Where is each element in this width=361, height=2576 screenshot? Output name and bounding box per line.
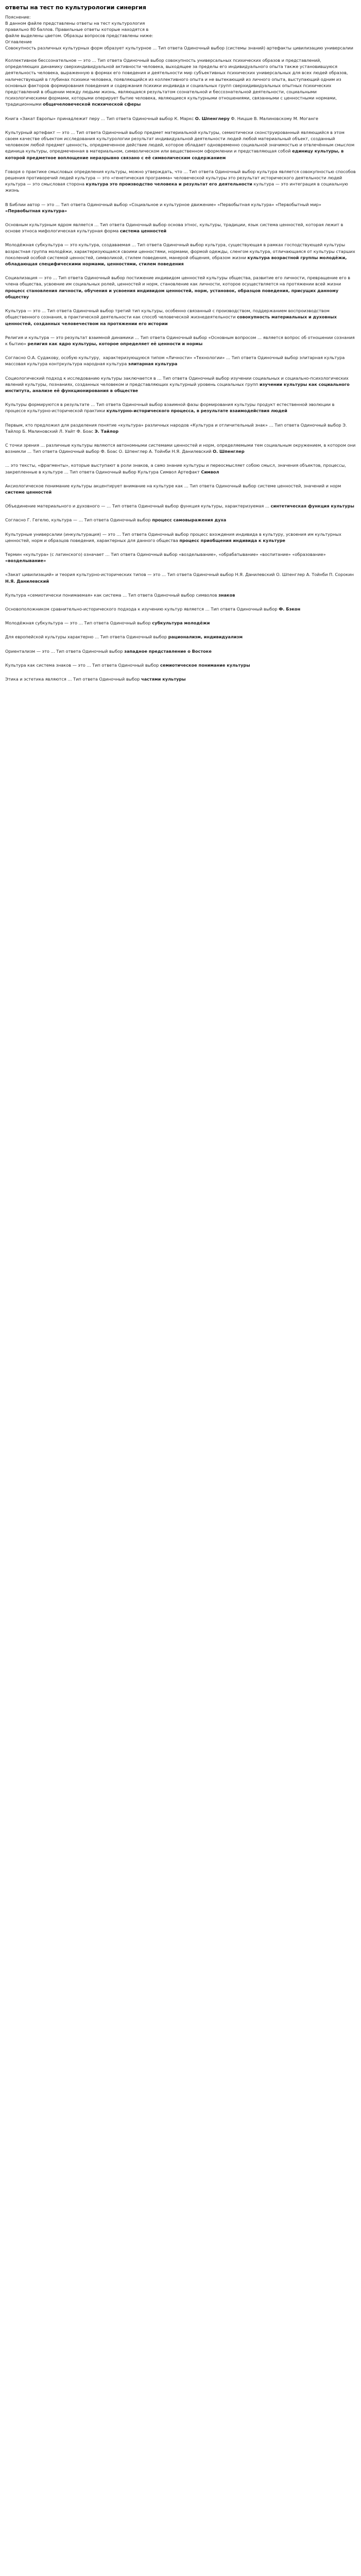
correct-answer: культура это производство человека и результат его деятельности: [85, 181, 252, 187]
qa-block: [5, 308, 356, 327]
correct-answer: западное представление о Востоке: [124, 648, 212, 654]
correct-answer: О. Шпенглеру: [195, 115, 230, 121]
question-text: Согласно Г. Гегелю, культура — … Тип ответа Одиночный выбор: [5, 517, 152, 523]
qa-block: [5, 503, 356, 509]
question-text: Социализация — это … Тип ответа Одиночный выбор постижение индивидом ценностей культуры общества, развитие его личности, превращение его в члена общества, усвоение им социальных ролей, ценностей и норм, становление как личности, которое осуществляется на протяжении всей жизни: [5, 275, 352, 287]
qa-block: [5, 442, 356, 454]
qa-block: [5, 57, 356, 108]
correct-answer: синтетическая функция культуры: [270, 503, 354, 509]
correct-answer: процесс становления личности, обучения и усвоения индивидом ценностей, норм, установок, образцов поведения, присущих данному обществу: [5, 287, 340, 299]
qa-block: [5, 354, 356, 367]
correct-answer: Н.Я. Данилевский: [5, 578, 49, 584]
correct-answer: рационализм, индивидуализм: [168, 634, 243, 640]
correct-answer: «Первобытная культура»: [5, 208, 67, 213]
correct-answer: процесс самовыражения духа: [152, 517, 227, 523]
qa-block: [5, 662, 356, 668]
correct-answer: система ценностей: [119, 228, 167, 234]
intro-line: Оглавление: [5, 39, 32, 44]
question-text: Культура — это … Тип ответа Одиночный выбор третий тип культуры, особенно связанный с производством, поддержанием воспроизводством общественного сознания, в практической деятельности как способ человеческой жизнедеятельности: [5, 308, 331, 320]
qa-block: [5, 592, 356, 598]
question-text: Культура как система знаков — это … Тип ответа Одиночный выбор: [5, 662, 160, 668]
question-text: «Закат цивилизаций» и теория культурно-исторических типов — это … Тип ответа Одиночный выбор Н.Я. Данилевский О. Шпенглер А. Тойнби П. Сорокин: [5, 572, 355, 578]
correct-answer: знаков: [218, 592, 235, 598]
question-text: Культуры формируются в результате … Тип ответа Одиночный выбор взаимной фазы формирования культуры продукт естественной эволюции в процессе культурно-исторической практики: [5, 402, 336, 414]
question-text: Согласно О.А. Судакову, особую культуру, характеризующуюся типом «Личности» «Технологии» … Тип ответа Одиночный выбор элитарная культура массовая культура контркультура народная культура: [5, 355, 346, 367]
correct-answer: процесс приобщения индивида к культуре: [179, 537, 285, 543]
qa-block: [5, 201, 356, 214]
intro-line: файле выделены цветом. Образцы вопросов представлены ниже:: [5, 33, 153, 38]
question-tail: Ф. Ницше В. Малиновскому М. Моганге: [229, 115, 318, 121]
question-text: Для европейской культуры характерно … Тип ответа Одиночный выбор: [5, 634, 168, 640]
qa-block: [5, 483, 356, 495]
document-title: ответы на тест по культурологии синергия: [5, 4, 146, 11]
question-text: Религия и культура — это результат взаимной динамики … Тип ответа Одиночный выбор «Основным вопросом … является вопрос об отношении сознания к бытию»: [5, 334, 356, 346]
question-text: Объединение материального и духовного — … Тип ответа Одиночный выбор функция культуры, характеризуемая …: [5, 503, 271, 509]
intro-line: В данном файле представлены ответы на тест культурология: [5, 21, 145, 26]
question-text: Книга «Закат Европы» принадлежит перу … Тип ответа Одиночный выбор К. Маркс: [5, 115, 195, 121]
qa-block: [5, 168, 356, 194]
qa-block: [5, 620, 356, 626]
qa-block: [5, 634, 356, 640]
qa-block: [5, 462, 356, 474]
intro-line: правильно 80 баллов. Правильные ответы которые находятся в: [5, 27, 149, 32]
question-text: Культурный артефакт — это … Тип ответа Одиночный выбор предмет материальной культуры, семиотически сконструированный являющийся в этом своем качестве объектом исследования культурологии результат индивидуальной деятельности людей любой материальный объект, созданный человеком любой предмет ценность, опредмеченное действие людей, которое обладает одновременно социальной значимостью и отвлечённым смыслом единица культуры, опредмеченная в материальном, символическом или вещественном оформлении и представляющая собой: [5, 129, 356, 154]
correct-answer: совокупность материальных и духовных ценностей, созданных человечеством на протяжении его истории: [5, 314, 338, 326]
correct-answer: изучении культуры как социального института, анализе её функционирования в обществе: [5, 381, 351, 393]
qa-block: [5, 334, 356, 347]
question-text: В Библии автор — это … Тип ответа Одиночный выбор «Социальное и культурное движение» «Первобытная культура» «Первобытный мир»: [5, 201, 323, 207]
document: [0, 0, 361, 694]
qa-block: [5, 648, 356, 654]
question-text: Культура «семиотически понимаемая» как система … Тип ответа Одиночный выбор символов: [5, 592, 219, 598]
question-text: Коллективное бессознательное — это … Тип ответа Одиночный выбор совокупность универсальных психических образов и представлений, определяющих динамику сверхиндивидуальной активности человека, выходящее за пределы его индивидуального опыта также установившуюся деятельность человека, выраженную в формах его поведения и деятельности мир субъективных психических универсальных для всех людей образов, наличествующий в глубинах психики человека, появляющийся из коллективного опыта и не вытекающий из личного опыта, выступающий одним из основных факторов формирования поведения и содержания психики индивида и социальных групп сверхидивидуальных опытных психических представлений в общении между людьми жизнь, являющаяся результатом сознательной и бессознательной деятельности, социальными психологическими формами, которыми оперирует бытие человека, являющиеся культурными отношениями, связанными с ценностными нормами, традиционными: [5, 58, 350, 107]
question-text: Первым, кто предложил для разделения понятие «культура» различных народов «Культура и отличительный знак» … Тип ответа Одиночный выбор Э. Тайлор Б. Малиновский Л. Уайт Ф. Боас: [5, 422, 349, 434]
qa-block: [5, 222, 356, 234]
correct-answer: системе ценностей: [5, 489, 52, 495]
correct-answer: элитарная культура: [128, 361, 178, 367]
question-text: Говоря о практике смысловых определения культуры, можно утверждать, что … Тип ответа Одиночный выбор культура является совокупностью способов решения противоречий людей культура — это «генетическая программа» человеческой культуры это результат исторического деятельности людей культура — это смысловая сторона: [5, 168, 357, 187]
qa-block: [5, 275, 356, 300]
qa-block: [5, 551, 356, 564]
intro-line: Пояснение:: [5, 14, 31, 20]
correct-answer: Символ: [201, 469, 219, 474]
correct-answer: «возделывание»: [5, 558, 46, 564]
correct-answer: единицу культуры, в которой предметное воплощение неразрывно связано с её символическим содержанием: [5, 148, 346, 160]
correct-answer: частями культуры: [141, 676, 186, 682]
qa-block: [5, 676, 356, 682]
question-text: Аксиологическое понимание культуры акцентирует внимание на культуре как … Тип ответа Одиночный выбор системе ценностей, значений и норм: [5, 483, 342, 488]
question-text: Социологический подход к исследованию культуры заключается в … Тип ответа Одиночный выбор изучении социальных и социально-психологических явлений культуры, познаниях, созданных человеком и представляющих культурный уровень социальных групп: [5, 375, 350, 387]
question-text: Основоположником сравнительно-исторического подхода к изучению культур является … Тип ответа Одиночный выбор: [5, 606, 279, 612]
correct-answer: культурно-исторического процесса, в результате взаимодействия людей: [106, 408, 287, 414]
question-text: С точки зрения … различные культуры являются автономными системами ценностей и норм, определяемыми тем социальным окружением, в котором они возникли … Тип ответа Одиночный выбор Ф. Боас О. Шпенглер А. Тойнби Н.Я. Данилевский: [5, 442, 357, 454]
qa-block: [5, 531, 356, 544]
correct-answer: Э. Тайлор: [94, 428, 119, 434]
correct-answer: субкультура молодёжи: [152, 620, 210, 626]
correct-answer: семиотическое понимание культуры: [160, 662, 250, 668]
qa-block: [5, 242, 356, 267]
question-tail: культура — это интеграция в социальную жизнь: [5, 181, 350, 193]
question-text: … это тексты, «фрагменты», которые выступают в роли знаков, а само знание культуры и переосмысляет собою смысл, значения объектов, процессы, закрепленные в культуре … Тип ответа Одиночный выбор Культура Символ Артефакт: [5, 463, 348, 474]
question-text: Этика и эстетика являются … Тип ответа Одиночный выбор: [5, 676, 141, 682]
question-text: Молодёжная субкультура — это … Тип ответа Одиночный выбор: [5, 620, 152, 626]
intro-line: Совокупность различных культурных форм образует культурное ... Тип ответа Одиночный выбор (системы знаний) артефакты цивилизацию универсалии: [5, 45, 353, 50]
qa-block: [5, 115, 356, 122]
question-text: Термин «культура» (с латинского) означает … Тип ответа Одиночный выбор «возделывание», «обрабатывание» «воспитание» «образование»: [5, 551, 328, 557]
correct-answer: культура возрастной группы молодёжи, обладающая специфическими нормами, ценностями, стилем поведения: [5, 255, 349, 267]
question-text: Ориентализм — это … Тип ответа Одиночный выбор: [5, 648, 125, 654]
qa-block: [5, 517, 356, 523]
qa-block: [5, 375, 356, 394]
qa-block: [5, 571, 356, 584]
qa-block: [5, 129, 356, 161]
qa-list: [5, 57, 356, 682]
qa-block: [5, 401, 356, 414]
correct-answer: общечеловеческой психической сферы: [43, 101, 141, 107]
correct-answer: Ф. Бэкон: [279, 606, 301, 612]
question-text: Культурные универсалии (инкультурация) — это … Тип ответа Одиночный выбор процесс вхождения индивида в культуру, усвоения им культурных ценностей, норм и образцов поведения, характерных для данного общества: [5, 531, 343, 543]
qa-block: [5, 422, 356, 434]
intro-block: [5, 14, 356, 51]
question-text: Молодёжная субкультура — это культура, создаваемая … Тип ответа Одиночный выбор культура, существующая в рамках господствующей культуры возрастная группа молодёжи, характеризующаяся своими ценностями, нормами, формой одежды, сленгом культура, отличающаяся от культуры старших поколений особой системой ценностей, символикой, стилем поведения, манерой общения, образом жизни: [5, 242, 357, 260]
qa-block: [5, 606, 356, 612]
question-text: Основным культурным ядром является … Тип ответа Одиночный выбор основа этнос, культуры, традиции, язык система ценностей, которая лежит в основе этноса мифологическая культурная форма: [5, 222, 345, 234]
correct-answer: О. Шпенглер: [213, 449, 245, 454]
correct-answer: религия как ядро культуры, которое определяет её ценности и нормы: [27, 341, 203, 346]
